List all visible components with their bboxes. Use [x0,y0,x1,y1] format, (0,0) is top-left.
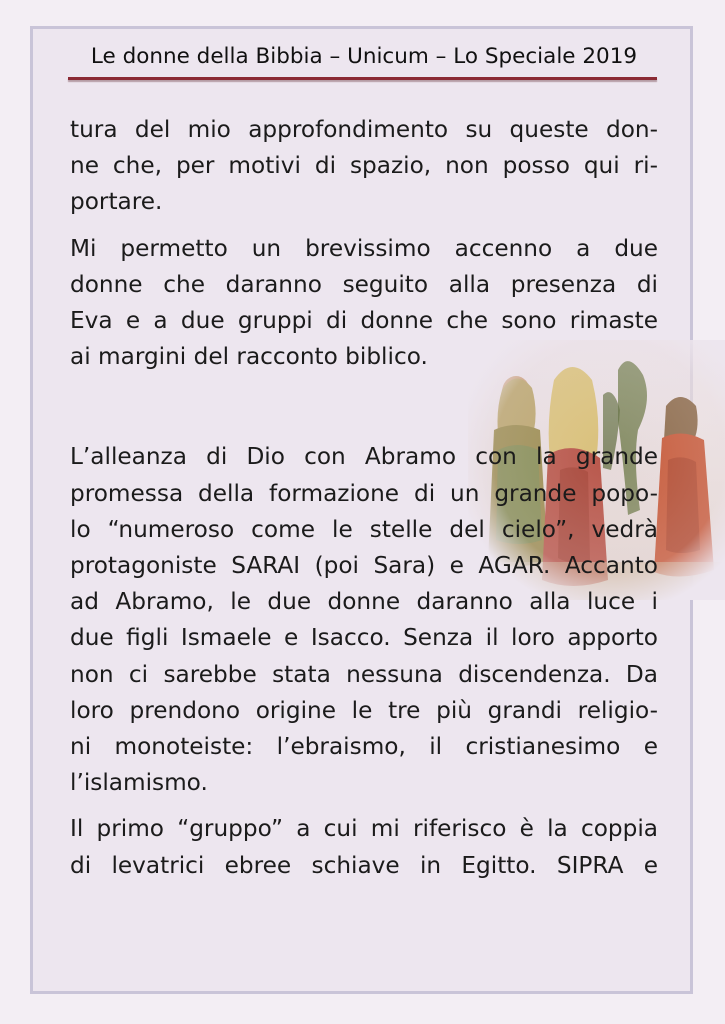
paragraph [70,811,658,883]
text-line: lo “numeroso come le stelle del cielo”, vedrà [70,515,658,543]
text-line: donne che daranno seguito alla presenza di [70,270,658,298]
body-text [70,112,658,884]
text-line: non ci sarebbe stata nessuna discendenza. Da [70,660,658,688]
text-line: portare. [70,188,163,216]
text-line: ai margini del racconto biblico. [70,343,428,371]
paragraph [70,439,658,801]
text-line: di levatrici ebree schiave in Egitto. SIPRA e [70,851,658,879]
header-divider [68,77,657,80]
text-line: l’islamismo. [70,769,208,797]
text-line: promessa della formazione di un grande popo- [70,479,658,507]
text-line: tura del mio approfondimento su queste don- [70,116,658,143]
text-line: Eva e a due gruppi di donne che sono rimaste [70,307,658,335]
text-line: due figli Ismaele e Isacco. Senza il loro apporto [70,624,658,652]
text-line: L’alleanza di Dio con Abramo con la grande [70,443,658,471]
paragraph [70,112,658,221]
text-line: Mi permetto un brevissimo accenno a due [70,234,658,262]
text-line: protagoniste SARAI (poi Sara) e AGAR. Accanto [70,552,658,580]
running-header: Le donne della Bibbia – Unicum – Lo Speciale 2019 [90,44,638,69]
text-line: Il primo “gruppo” a cui mi riferisco è la coppia [70,815,658,843]
text-line: ne che, per motivi di spazio, non posso qui ri- [70,152,658,180]
paragraph [70,231,658,376]
text-line: ni monoteiste: l’ebraismo, il cristianesimo e [70,733,658,761]
text-line: loro prendono origine le tre più grandi religio- [70,696,658,724]
text-line: ad Abramo, le due donne daranno alla luce i [70,588,658,616]
